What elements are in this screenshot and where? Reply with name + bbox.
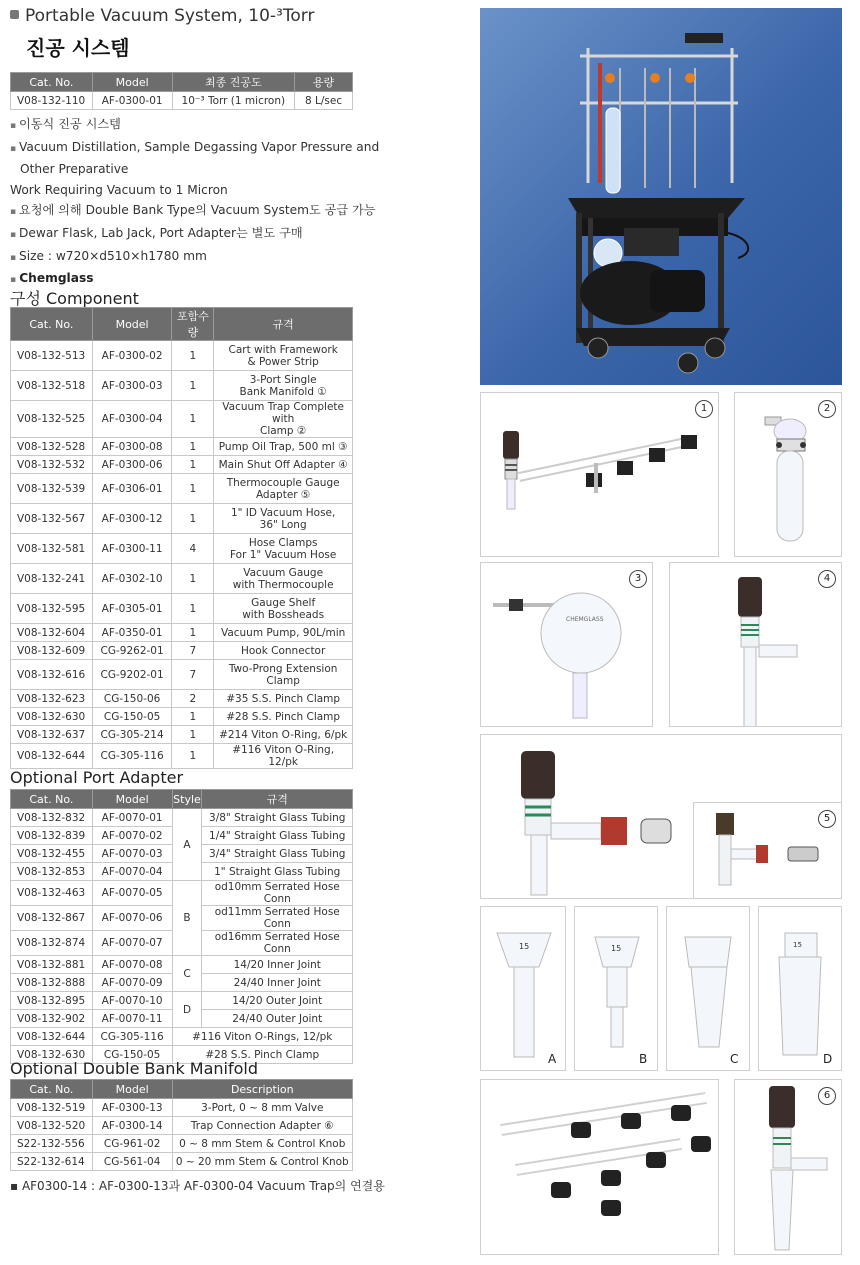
spec-cell: Two-Prong Extension Clamp xyxy=(214,660,353,690)
spec-cell: #35 S.S. Pinch Clamp xyxy=(214,690,353,708)
cat-no-cell: V08-132-630 xyxy=(11,1046,93,1064)
col-header: Model xyxy=(92,73,172,92)
figure-number: 2 xyxy=(818,400,836,418)
qty-cell: 1 xyxy=(172,744,214,769)
figure-4-shutoff xyxy=(669,562,842,727)
cat-no-cell: V08-132-895 xyxy=(11,992,93,1010)
table-row xyxy=(11,438,353,456)
table-row xyxy=(11,341,353,371)
cat-no-cell: V08-132-519 xyxy=(11,1099,93,1117)
cat-no-cell: V08-132-839 xyxy=(11,827,93,845)
cat-no-cell: V08-132-532 xyxy=(11,456,93,474)
cat-no-cell: V08-132-539 xyxy=(11,474,93,504)
spec-cell: Hook Connector xyxy=(214,642,353,660)
footnote: ▪ AF0300-14 : AF-0300-13과 AF-0300-04 Vacuum Trap의 연결용 xyxy=(10,1179,385,1193)
spec-cell: od11mm Serrated Hose Conn xyxy=(202,906,353,931)
qty-cell: 1 xyxy=(172,438,214,456)
spec-cell: Hose Clamps For 1" Vacuum Hose xyxy=(214,534,353,564)
model-cell: CG-305-214 xyxy=(92,726,172,744)
svg-text:15: 15 xyxy=(611,944,622,953)
style-cell: D xyxy=(172,992,202,1028)
description-cell: 0 ~ 20 mm Stem & Control Knob xyxy=(172,1153,352,1171)
col-header: Cat. No. xyxy=(11,73,93,92)
cat-no-cell: V08-132-520 xyxy=(11,1117,93,1135)
cat-no-cell: V08-132-567 xyxy=(11,504,93,534)
model-cell: AF-0070-09 xyxy=(92,974,172,992)
spec-cell: Main Shut Off Adapter ④ xyxy=(214,456,353,474)
col-header: Cat. No. xyxy=(11,1080,93,1099)
table-row xyxy=(11,1135,353,1153)
double-bank-title: Optional Double Bank Manifold xyxy=(10,1059,259,1078)
style-d-adapter xyxy=(758,906,842,1071)
model-cell: AF-0300-02 xyxy=(92,341,172,371)
style-a-adapter xyxy=(480,906,566,1071)
style-cell: A xyxy=(172,809,202,881)
qty-cell: 1 xyxy=(172,726,214,744)
model-cell: AF-0070-04 xyxy=(92,863,172,881)
list-item: ▪ 이동식 진공 시스템 xyxy=(10,114,460,137)
table-row xyxy=(11,371,353,401)
style-label: C xyxy=(730,1052,739,1066)
component-table xyxy=(10,307,353,769)
cat-no-cell: V08-132-644 xyxy=(11,1028,93,1046)
spec-cell: #28 S.S. Pinch Clamp xyxy=(172,1046,353,1064)
model-cell: CG-9202-01 xyxy=(92,660,172,690)
model-cell: AF-0300-03 xyxy=(92,371,172,401)
page-title-en: Portable Vacuum System, 10-³Torr xyxy=(10,6,314,26)
qty-cell: 7 xyxy=(172,642,214,660)
table-row xyxy=(11,642,353,660)
model-cell: AF-0300-11 xyxy=(92,534,172,564)
col-header: Cat. No. xyxy=(11,790,93,809)
spec-cell: #214 Viton O-Ring, 6/pk xyxy=(214,726,353,744)
model-cell: CG-305-116 xyxy=(92,1028,172,1046)
model-cell: AF-0350-01 xyxy=(92,624,172,642)
spec-cell: 3-Port Single Bank Manifold ① xyxy=(214,371,353,401)
model-cell: AF-0070-03 xyxy=(92,845,172,863)
cat-no-cell: V08-132-463 xyxy=(11,881,93,906)
list-item: Other Preparative xyxy=(20,162,129,177)
table-row xyxy=(11,504,353,534)
figure-2-trap xyxy=(734,392,842,557)
style-c-adapter xyxy=(666,906,750,1071)
style-label: D xyxy=(823,1052,833,1066)
col-header: 포함수량 xyxy=(172,308,214,341)
table-row xyxy=(11,624,353,642)
col-header: 최종 진공도 xyxy=(172,73,295,92)
model-cell: AF-0070-02 xyxy=(92,827,172,845)
model-cell: AF-0300-14 xyxy=(92,1117,172,1135)
cat-no-cell: V08-132-241 xyxy=(11,564,93,594)
qty-cell: 1 xyxy=(172,401,214,438)
table-row xyxy=(11,744,353,769)
page-title-ko: 진공 시스템 xyxy=(26,36,130,60)
cat-no-cell: V08-132-616 xyxy=(11,660,93,690)
figure-5-gauge-adapter xyxy=(693,802,842,899)
table-row: V08-132-110 AF-0300-01 10⁻³ Torr (1 micron) 8 L/sec xyxy=(11,92,353,110)
spec-cell: 1" ID Vacuum Hose, 36" Long xyxy=(214,504,353,534)
spec-cell: Vacuum Trap Complete with Clamp ② xyxy=(214,401,353,438)
list-item: Work Requiring Vacuum to 1 Micron xyxy=(10,182,228,197)
svg-text:15: 15 xyxy=(519,942,530,951)
spec-cell: 1" Straight Glass Tubing xyxy=(202,863,353,881)
port-adapter-title: Optional Port Adapter xyxy=(10,768,184,787)
figure-number: 5 xyxy=(818,810,836,828)
table-row xyxy=(11,534,353,564)
col-header: Style xyxy=(172,790,202,809)
qty-cell: 1 xyxy=(172,564,214,594)
cat-no-cell: V08-132-623 xyxy=(11,690,93,708)
cat-no-cell: V08-132-881 xyxy=(11,956,93,974)
model-cell: AF-0306-01 xyxy=(92,474,172,504)
spec-cell: Cart with Framework & Power Strip xyxy=(214,341,353,371)
description-cell: 3-Port, 0 ~ 8 mm Valve xyxy=(172,1099,352,1117)
cat-no-cell: V08-132-528 xyxy=(11,438,93,456)
model-cell: AF-0300-04 xyxy=(92,401,172,438)
double-bank-manifold-photo xyxy=(480,1079,719,1255)
model-cell: CG-150-05 xyxy=(92,1046,172,1064)
list-item: ▪ 요청에 의해 Double Bank Type의 Vacuum System도 공급 가능 xyxy=(10,200,460,223)
qty-cell: 1 xyxy=(172,341,214,371)
model-cell: AF-0302-10 xyxy=(92,564,172,594)
qty-cell: 7 xyxy=(172,660,214,690)
spec-cell: Vacuum Pump, 90L/min xyxy=(214,624,353,642)
table-row xyxy=(11,564,353,594)
component-title: 구성 Component xyxy=(10,289,139,308)
table-row xyxy=(11,956,353,974)
qty-cell: 1 xyxy=(172,456,214,474)
cat-no-cell: V08-132-867 xyxy=(11,906,93,931)
model-cell: AF-0070-06 xyxy=(92,906,172,931)
model-cell: AF-0300-06 xyxy=(92,456,172,474)
qty-cell: 1 xyxy=(172,504,214,534)
main-spec-table xyxy=(10,72,353,110)
model-cell: CG-561-04 xyxy=(92,1153,172,1171)
col-header: Description xyxy=(172,1080,352,1099)
model-cell: CG-150-05 xyxy=(92,708,172,726)
qty-cell: 1 xyxy=(172,594,214,624)
col-header: 용량 xyxy=(295,73,353,92)
table-row xyxy=(11,401,353,438)
model-cell: AF-0070-10 xyxy=(92,992,172,1010)
cat-no-cell: V08-132-513 xyxy=(11,341,93,371)
style-label: B xyxy=(639,1052,648,1066)
table-row xyxy=(11,1117,353,1135)
style-label: A xyxy=(548,1052,557,1066)
model-cell: AF-0070-08 xyxy=(92,956,172,974)
model-cell: CG-305-116 xyxy=(92,744,172,769)
spec-cell: 24/40 Inner Joint xyxy=(202,974,353,992)
model-cell: AF-0070-07 xyxy=(92,931,172,956)
figure-number: 3 xyxy=(629,570,647,588)
cat-no-cell: V08-132-604 xyxy=(11,624,93,642)
spec-cell: od10mm Serrated Hose Conn xyxy=(202,881,353,906)
list-item: ▪ Dewar Flask, Lab Jack, Port Adapter는 별도 구매 xyxy=(10,223,460,246)
figure-number: 4 xyxy=(818,570,836,588)
figure-1-manifold xyxy=(480,392,719,557)
spec-cell: 14/20 Outer Joint xyxy=(202,992,353,1010)
model-cell: AF-0300-13 xyxy=(92,1099,172,1117)
spec-cell: #116 Viton O-Ring, 12/pk xyxy=(214,744,353,769)
description-cell: 0 ~ 8 mm Stem & Control Knob xyxy=(172,1135,352,1153)
cat-no-cell: S22-132-556 xyxy=(11,1135,93,1153)
spec-cell: #116 Viton O-Rings, 12/pk xyxy=(172,1028,353,1046)
cat-no-cell: V08-132-581 xyxy=(11,534,93,564)
qty-cell: 1 xyxy=(172,708,214,726)
model-cell: AF-0300-12 xyxy=(92,504,172,534)
cat-no-cell: V08-132-853 xyxy=(11,863,93,881)
table-row xyxy=(11,1153,353,1171)
col-header: Model xyxy=(92,790,172,809)
table-row xyxy=(11,690,353,708)
list-item: ▪ Vacuum Distillation, Sample Degassing Vapor Pressure and xyxy=(10,137,460,160)
cat-no-cell: V08-132-518 xyxy=(11,371,93,401)
spec-cell: od16mm Serrated Hose Conn xyxy=(202,931,353,956)
col-header: 규격 xyxy=(214,308,353,341)
qty-cell: 1 xyxy=(172,474,214,504)
spec-cell: 14/20 Inner Joint xyxy=(202,956,353,974)
table-row xyxy=(11,1099,353,1117)
model-cell: AF-0070-11 xyxy=(92,1010,172,1028)
model-cell: AF-0305-01 xyxy=(92,594,172,624)
spec-cell: 1/4" Straight Glass Tubing xyxy=(202,827,353,845)
style-b-adapter xyxy=(574,906,658,1071)
table-row xyxy=(11,881,353,906)
model-cell: AF-0070-01 xyxy=(92,809,172,827)
figure-6-trap-connection xyxy=(734,1079,842,1255)
cat-no-cell: V08-132-832 xyxy=(11,809,93,827)
model-cell: AF-0070-05 xyxy=(92,881,172,906)
qty-cell: 2 xyxy=(172,690,214,708)
cat-no-cell: V08-132-609 xyxy=(11,642,93,660)
vacuum-cart-photo xyxy=(480,8,842,385)
figure-3-oil-trap xyxy=(480,562,653,727)
spec-cell: Thermocouple Gauge Adapter ⑤ xyxy=(214,474,353,504)
cat-no-cell: V08-132-525 xyxy=(11,401,93,438)
cat-no-cell: V08-132-630 xyxy=(11,708,93,726)
cat-no-cell: V08-132-874 xyxy=(11,931,93,956)
svg-text:CHEMGLASS: CHEMGLASS xyxy=(566,616,604,623)
model-cell: CG-961-02 xyxy=(92,1135,172,1153)
col-header: 규격 xyxy=(202,790,353,809)
table-row xyxy=(11,660,353,690)
spec-cell: Gauge Shelf with Bossheads xyxy=(214,594,353,624)
table-row xyxy=(11,456,353,474)
col-header: Cat. No. xyxy=(11,308,93,341)
spec-cell: #28 S.S. Pinch Clamp xyxy=(214,708,353,726)
style-cell: C xyxy=(172,956,202,992)
spec-cell: Vacuum Gauge with Thermocouple xyxy=(214,564,353,594)
model-cell: CG-150-06 xyxy=(92,690,172,708)
feature-list xyxy=(10,114,460,291)
model-cell: CG-9262-01 xyxy=(92,642,172,660)
cat-no-cell: V08-132-455 xyxy=(11,845,93,863)
port-adapter-table xyxy=(10,789,353,1064)
table-row xyxy=(11,708,353,726)
spec-cell: 3/4" Straight Glass Tubing xyxy=(202,845,353,863)
qty-cell: 4 xyxy=(172,534,214,564)
model-cell: AF-0300-08 xyxy=(92,438,172,456)
table-row xyxy=(11,992,353,1010)
figure-number: 6 xyxy=(818,1087,836,1105)
figure-number: 1 xyxy=(695,400,713,418)
list-item: ▪ Chemglass xyxy=(10,268,460,291)
table-row xyxy=(11,809,353,827)
table-row xyxy=(11,474,353,504)
col-header: Model xyxy=(92,308,172,341)
svg-text:15: 15 xyxy=(793,941,802,949)
double-bank-table xyxy=(10,1079,353,1171)
list-item: ▪ Size : w720×d510×h1780 mm xyxy=(10,246,460,269)
cat-no-cell: V08-132-888 xyxy=(11,974,93,992)
table-row xyxy=(11,726,353,744)
spec-cell: Pump Oil Trap, 500 ml ③ xyxy=(214,438,353,456)
table-row xyxy=(11,1028,353,1046)
col-header: Model xyxy=(92,1080,172,1099)
cat-no-cell: V08-132-902 xyxy=(11,1010,93,1028)
title-bullet-icon xyxy=(10,10,19,19)
cat-no-cell: V08-132-637 xyxy=(11,726,93,744)
spec-cell: 24/40 Outer Joint xyxy=(202,1010,353,1028)
style-cell: B xyxy=(172,881,202,956)
description-cell: Trap Connection Adapter ⑥ xyxy=(172,1117,352,1135)
spec-cell: 3/8" Straight Glass Tubing xyxy=(202,809,353,827)
cat-no-cell: V08-132-595 xyxy=(11,594,93,624)
cat-no-cell: S22-132-614 xyxy=(11,1153,93,1171)
qty-cell: 1 xyxy=(172,371,214,401)
qty-cell: 1 xyxy=(172,624,214,642)
table-row xyxy=(11,594,353,624)
cat-no-cell: V08-132-644 xyxy=(11,744,93,769)
